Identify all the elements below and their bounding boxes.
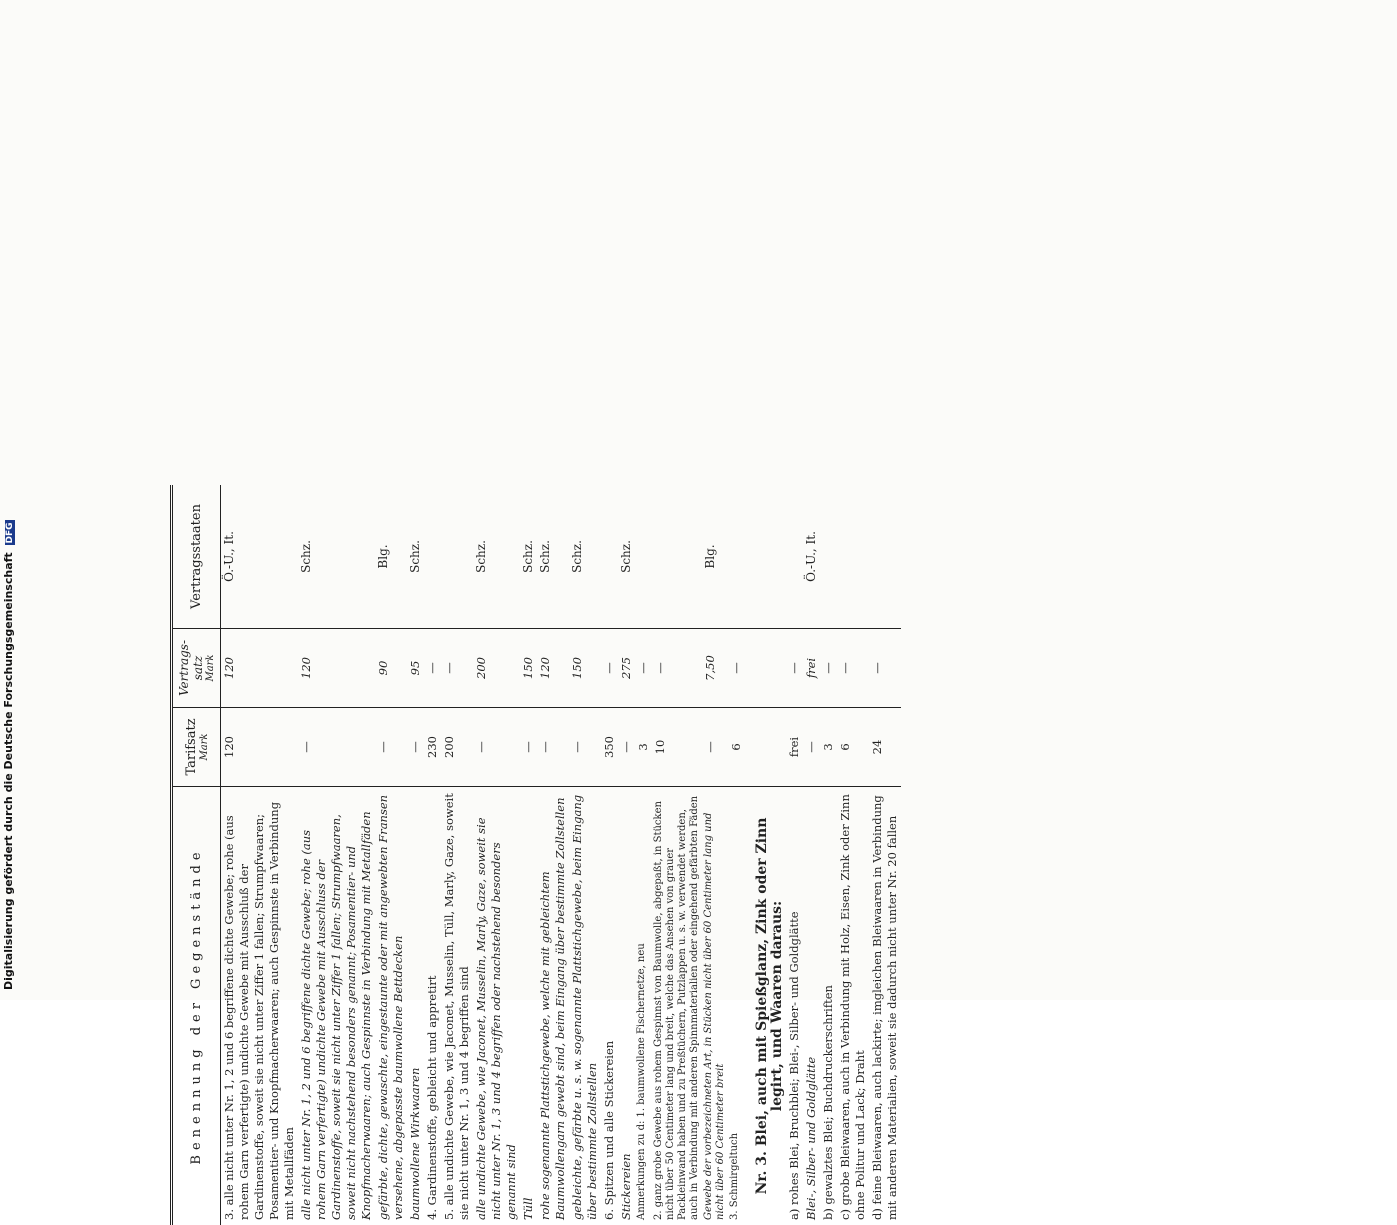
contract-rate: 95 [407, 629, 424, 708]
table-row [473, 485, 520, 1225]
item-description: rohe sogenannte Plattstichgewebe, welche mit gebleichtem Baumwollengarn gewebt sind, beim Eingang über bestimmte Zollstellen [537, 787, 569, 1225]
item-description: 3. alle nicht unter Nr. 1, 2 und 6 begriffene dichte Gewebe; rohe (aus rohem Garn verfertigte) undichte Gewebe mit Ausschluß der Gardinenstoffe, soweit sie nicht unter Ziffer 1 fallen; Strumpfwaaren; Posamentier- und Knopfmacherwaaren; auch Gespinnste in Verbindung mit Metallfäden [221, 787, 299, 1225]
item-description: 2. ganz grobe Gewebe aus rohem Gespinnst von Baumwolle, abgepaßt, in Stücken nicht über 50 Centimeter lang und breit, welche das Ansehen von grauer Packleinwand haben und zu Preßtüchern, Putzlappen u. s. w. verwendet werden, auch in Verbindung mit anderen Spinnmaterialien oder eingehend gefärbten Fäden [652, 787, 702, 1225]
table-row [869, 485, 901, 1225]
table-row [837, 485, 869, 1225]
contract-rate: — [441, 629, 473, 708]
contract-rate: — [820, 629, 837, 708]
tariff-rate: — [407, 708, 424, 787]
contract-rate: 150 [520, 629, 537, 708]
contract-states: Schz. [520, 485, 537, 629]
tariff-rate: 3 [635, 708, 652, 787]
item-description: alle nicht unter Nr. 1, 2 und 6 begriffene dichte Gewebe; rohe (aus rohem Garn verfertigte) undichte Gewebe mit Ausschluss der Gardinenstoffe, soweit sie nicht unter Ziffer 1 fallen; Strumpfwaaren, soweit nicht nachstehend besonders genannt; Posamentier- und Knopfmacherwaaren; auch Gespinnste in Verbindung mit Metallfäden [298, 787, 375, 1225]
item-description: Blei-, Silber- und Goldglätte [803, 787, 820, 1225]
tariff-rate: 10 [652, 708, 702, 787]
section-row [745, 485, 786, 1225]
contract-states: Ö.-U., It. [221, 485, 299, 629]
item-description: 4. Gardinenstoffe, gebleicht und appretirt [424, 787, 441, 1225]
contract-rate: — [869, 629, 901, 708]
contract-states [441, 485, 473, 629]
tariff-rate: — [375, 708, 407, 787]
tariff-rate: 120 [221, 708, 299, 787]
column-contract-header [172, 629, 221, 708]
tariff-rate: — [298, 708, 375, 787]
column-tariff-unit: Mark [199, 712, 210, 782]
contract-states: Ö.-U., It. [803, 485, 820, 629]
contract-rate: 7,50 [702, 629, 728, 708]
column-states-header: Vertragsstaaten [172, 485, 221, 629]
item-description: d) feine Bleiwaaren, auch lackirte; imgleichen Bleiwaaren in Verbindung mit anderen Materialien, soweit sie dadurch nicht unter Nr. 20 fallen [869, 787, 901, 1225]
column-tariff-header [172, 708, 221, 787]
contract-rate: 120 [537, 629, 569, 708]
tariff-rate: 24 [869, 708, 901, 787]
contract-states: Blg. [702, 485, 728, 629]
contract-states: Schz. [537, 485, 569, 629]
tariff-rate: — [520, 708, 537, 787]
table-body-cotton [221, 485, 746, 1225]
footer-text: Digitalisierung gefördert durch die Deutsche Forschungsgemeinschaft [2, 552, 15, 990]
item-description: 6. Spitzen und alle Stickereien [601, 787, 618, 1225]
contract-states [424, 485, 441, 629]
item-description: baumwollene Wirkwaaren [407, 787, 424, 1225]
table-row [601, 485, 618, 1225]
contract-states [652, 485, 702, 629]
item-description: Anmerkungen zu d: 1. baumwollene Fischernetze, neu [635, 787, 652, 1225]
tariff-rate: 6 [837, 708, 869, 787]
item-description: Stickereien [618, 787, 635, 1225]
item-description: 3. Schmirgeltuch [728, 787, 745, 1225]
contract-rate: — [837, 629, 869, 708]
item-description: Tüll [520, 787, 537, 1225]
digitization-footer [2, 90, 15, 990]
section-spacer [745, 485, 786, 629]
item-description: gefärbte, dichte, gewaschte, eingestaunte oder mit angewebten Fransen versehene, abgepasste baumwollene Bettdecken [375, 787, 407, 1225]
tariff-table [170, 485, 901, 1225]
tariff-rate: 3 [820, 708, 837, 787]
section-spacer [745, 708, 786, 787]
contract-rate: 200 [473, 629, 520, 708]
item-description: 5. alle undichte Gewebe, wie Jaconet, Musselin, Tüll, Marly, Gaze, soweit sie nicht unter Nr. 1, 3 und 4 begriffen sind [441, 787, 473, 1225]
contract-rate: 275 [618, 629, 635, 708]
table-body-lead [786, 485, 901, 1225]
contract-rate: — [635, 629, 652, 708]
tariff-rate: — [569, 708, 601, 787]
rotated-page [170, 485, 1230, 1225]
tariff-rate: 230 [424, 708, 441, 787]
table-row [820, 485, 837, 1225]
table-row [221, 485, 299, 1225]
contract-states [635, 485, 652, 629]
dfg-logo: DFG [5, 520, 15, 545]
contract-states: Schz. [298, 485, 375, 629]
tariff-rate: frei [786, 708, 803, 787]
tariff-rate: — [702, 708, 728, 787]
contract-states [869, 485, 901, 629]
column-contract-unit: Mark [205, 633, 216, 703]
section-heading-lead: Nr. 3. Blei, auch mit Spießglanz, Zink oder Zinn legirt, und Waaren daraus: [745, 787, 786, 1225]
contract-states [601, 485, 618, 629]
section-spacer [745, 629, 786, 708]
table-row [407, 485, 424, 1225]
item-description: gebleichte, gefärbte u. s. w. sogenannte Plattstichgewebe, beim Eingang über bestimmte Zollstellen [569, 787, 601, 1225]
contract-rate: — [424, 629, 441, 708]
tariff-rate: 6 [728, 708, 745, 787]
tariff-rate: — [618, 708, 635, 787]
table-row [537, 485, 569, 1225]
contract-states: Blg. [375, 485, 407, 629]
table-row [728, 485, 745, 1225]
contract-rate: 120 [298, 629, 375, 708]
contract-states [728, 485, 745, 629]
column-tariff-label: Tarifsatz [184, 712, 199, 782]
table-row [424, 485, 441, 1225]
contract-rate: 120 [221, 629, 299, 708]
item-description: a) rohes Blei, Bruchblei; Blei-, Silber- und Goldglätte [786, 787, 803, 1225]
table-row [520, 485, 537, 1225]
contract-rate: — [728, 629, 745, 708]
item-description: alle undichte Gewebe, wie Jaconet, Musselin, Marly, Gaze, soweit sie nicht unter Nr. 1, 3 und 4 begriffen oder nachstehend besonders genannt sind [473, 787, 520, 1225]
table-row [298, 485, 375, 1225]
contract-rate: — [652, 629, 702, 708]
contract-states: Schz. [618, 485, 635, 629]
table-row [803, 485, 820, 1225]
tariff-rate: — [473, 708, 520, 787]
contract-rate: 90 [375, 629, 407, 708]
table-row [635, 485, 652, 1225]
tariff-rate: 200 [441, 708, 473, 787]
contract-states: Schz. [407, 485, 424, 629]
tariff-rate: — [537, 708, 569, 787]
contract-rate: — [601, 629, 618, 708]
tariff-rate: 350 [601, 708, 618, 787]
contract-states [820, 485, 837, 629]
item-description: b) gewalztes Blei; Buchdruckerschriften [820, 787, 837, 1225]
tariff-rate: — [803, 708, 820, 787]
item-description: c) grobe Bleiwaaren, auch in Verbindung mit Holz, Eisen, Zink oder Zinn ohne Politur und Lack; Draht [837, 787, 869, 1225]
contract-states: Schz. [473, 485, 520, 629]
contract-rate: — [786, 629, 803, 708]
table-row [786, 485, 803, 1225]
table-header-row [172, 485, 221, 1225]
table-row [702, 485, 728, 1225]
contract-states [786, 485, 803, 629]
column-contract-label: Vertrags-satz [177, 633, 205, 703]
table-row [375, 485, 407, 1225]
table-row [569, 485, 601, 1225]
contract-states: Schz. [569, 485, 601, 629]
table-row [652, 485, 702, 1225]
item-description: Gewebe der vorbezeichneten Art, in Stücken nicht über 60 Centimeter lang und nicht über 60 Centimeter breit [702, 787, 728, 1225]
table-row [618, 485, 635, 1225]
contract-rate: 150 [569, 629, 601, 708]
column-name-header: Benennung der Gegenstände [172, 787, 221, 1225]
table-row [441, 485, 473, 1225]
contract-rate: frei [803, 629, 820, 708]
contract-states [837, 485, 869, 629]
